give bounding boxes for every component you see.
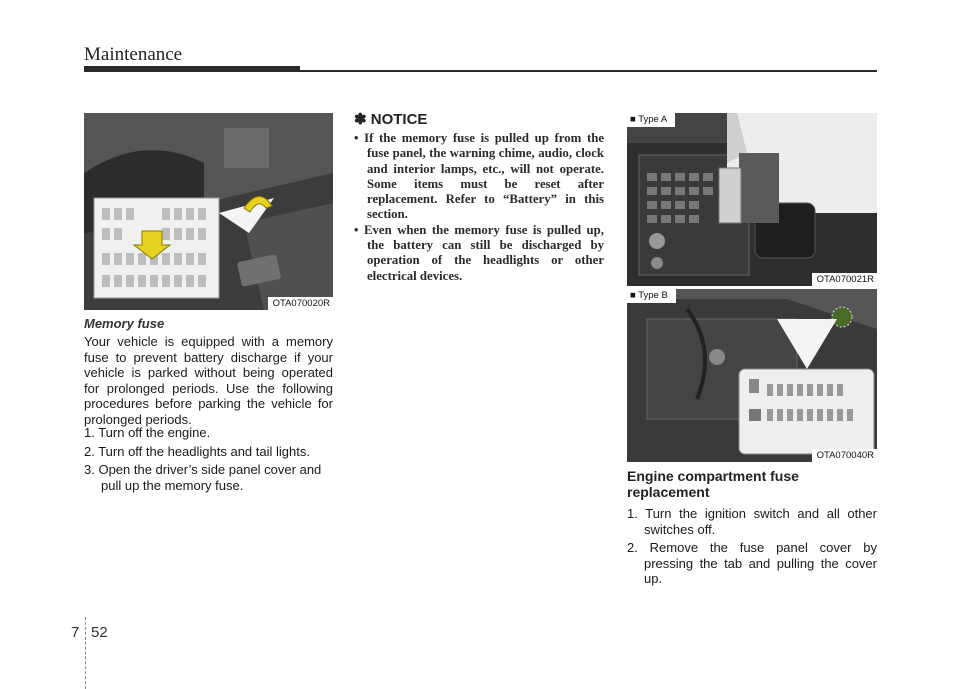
list-item: 3. Open the driver’s side panel cover and pull up the memory fuse. [84,462,322,493]
footer-divider [85,617,86,689]
notice-title: ✽ NOTICE [354,111,428,128]
list-item: • If the memory fuse is pulled up from the fuse panel, the warning chime, audio, clock and interior lamps, etc., will not operate. Some items must be reset after replacement. Refer to “Battery” in this section. [354,131,604,222]
list-item: 1. Turn off the engine. [84,425,211,440]
type-a-photo [627,113,877,286]
image-code: OTA070021R [812,273,877,286]
image-code: OTA070040R [812,449,877,462]
list-item: 2. Turn off the headlights and tail lights. [84,443,310,459]
type-b-label: ■ Type B [627,289,676,303]
page-number: 52 [91,624,108,641]
type-b-photo [627,289,877,462]
type-a-label: ■ Type A [627,113,675,127]
memory-fuse-illustration [84,113,333,310]
memory-fuse-photo [84,113,333,310]
header-rule [300,70,877,72]
memory-fuse-paragraph: Your vehicle is equipped with a memory fuse to prevent battery discharge if your vehicle is parked without being operated for prolonged periods. Use the following procedures before parking the vehicle for prolonged periods. [84,334,333,427]
image-code: OTA070020R [268,297,333,310]
notice-list [354,131,604,284]
list-item: • Even when the memory fuse is pulled up, the battery can still be discharged by operation of the headlights or other electrical devices. [354,222,604,283]
type-b-illustration [627,289,877,462]
list-item: 1. Turn the ignition switch and all other switches off. [627,506,877,537]
list-item: 2. Remove the fuse panel cover by pressing the tab and pulling the cover up. [627,540,877,586]
figure-caption: Memory fuse [84,316,165,331]
page-header-title: Maintenance [84,44,183,65]
header-bar [84,66,300,72]
section-title: Engine compartment fuse replacement [627,468,799,500]
memory-fuse-steps [84,425,333,496]
type-a-illustration [627,113,877,286]
chapter-number: 7 [71,624,80,641]
engine-fuse-steps [627,506,877,590]
